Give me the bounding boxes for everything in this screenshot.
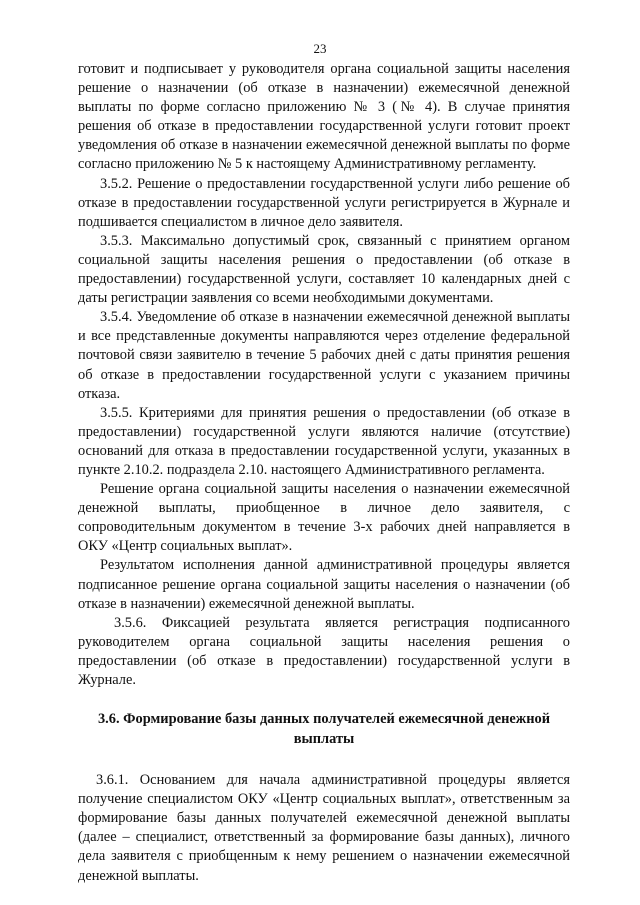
paragraph-3-6-1: 3.6.1. Основанием для начала административной процедуры является получение специалистом ОКУ «Центр социальных выплат», ответственным за формирование базы данных получателей ежемесячной денежной выплаты (далее – специалист, ответственный за формирование базы данных), личного дела заявителя с приобщенным к нему решением о назначении ежемесячной денежной выплаты. [78, 772, 570, 884]
paragraph-3-5-5: 3.5.5. Критериями для принятия решения о предоставлении (об отказе в предоставлении) государственной услуги являются наличие (отсутствие) оснований для отказа в предоставлении государственной услуги, указанных в пункте 2.10.2. подраздела 2.10. настоящего Административного регламента. [78, 404, 570, 478]
paragraph-decision-sent: Решение органа социальной защиты населения о назначении ежемесячной денежной выплаты, приобщенное в личное дело заявителя, с сопроводительным документом в течение 3-х рабочих дней направляется в ОКУ «Центр социальных выплат». [78, 481, 570, 555]
section-heading-3-6: 3.6. Формирование базы данных получателей ежемесячной денежной выплаты [97, 711, 550, 747]
page-number: 23 [313, 41, 327, 56]
paragraph-procedure-result: Результатом исполнения данной административной процедуры является подписанное решение органа социальной защиты населения о назначении (об отказе в назначении) ежемесячной денежной выплаты. [78, 557, 570, 612]
paragraph-3-5-2: 3.5.2. Решение о предоставлении государственной услуги либо решение об отказе в предоставлении государственной услуги регистрируется в Журнале и подшивается специалистом в личное дело заявителя. [78, 175, 570, 230]
paragraph-3-5-3: 3.5.3. Максимально допустимый срок, связанный с принятием органом социальной защиты населения решения о предоставлении (об отказе в предоставлении) государственной услуги, составляет 10 календарных дней с даты регистрации заявления со всеми необходимыми документами. [78, 232, 570, 307]
document-body [78, 60, 570, 886]
paragraph-3-5-6: 3.5.6. Фиксацией результата является регистрация подписанного руководителем органа социальной защиты населения решения о предоставлении (об отказе в предоставлении) государственной услуги в Журнале. [78, 614, 570, 688]
paragraph-continuation: готовит и подписывает у руководителя органа социальной защиты населения решение о назначении (об отказе в назначении) ежемесячной денежной выплаты по форме согласно приложению № 3 (№ 4). В случае принятия решения об отказе в предоставлении государственной услуги готовит проект уведомления об отказе в назначении ежемесячной денежной выплаты по форме согласно приложению № 5 к настоящему Административному регламенту. [78, 61, 570, 173]
paragraph-3-5-4: 3.5.4. Уведомление об отказе в назначении ежемесячной денежной выплаты и все представленные документы направляются через отделение федеральной почтовой связи заявителю в течение 5 рабочих дней с даты принятия решения об отказе в предоставлении государственной услуги с указанием причины отказа. [78, 309, 570, 402]
